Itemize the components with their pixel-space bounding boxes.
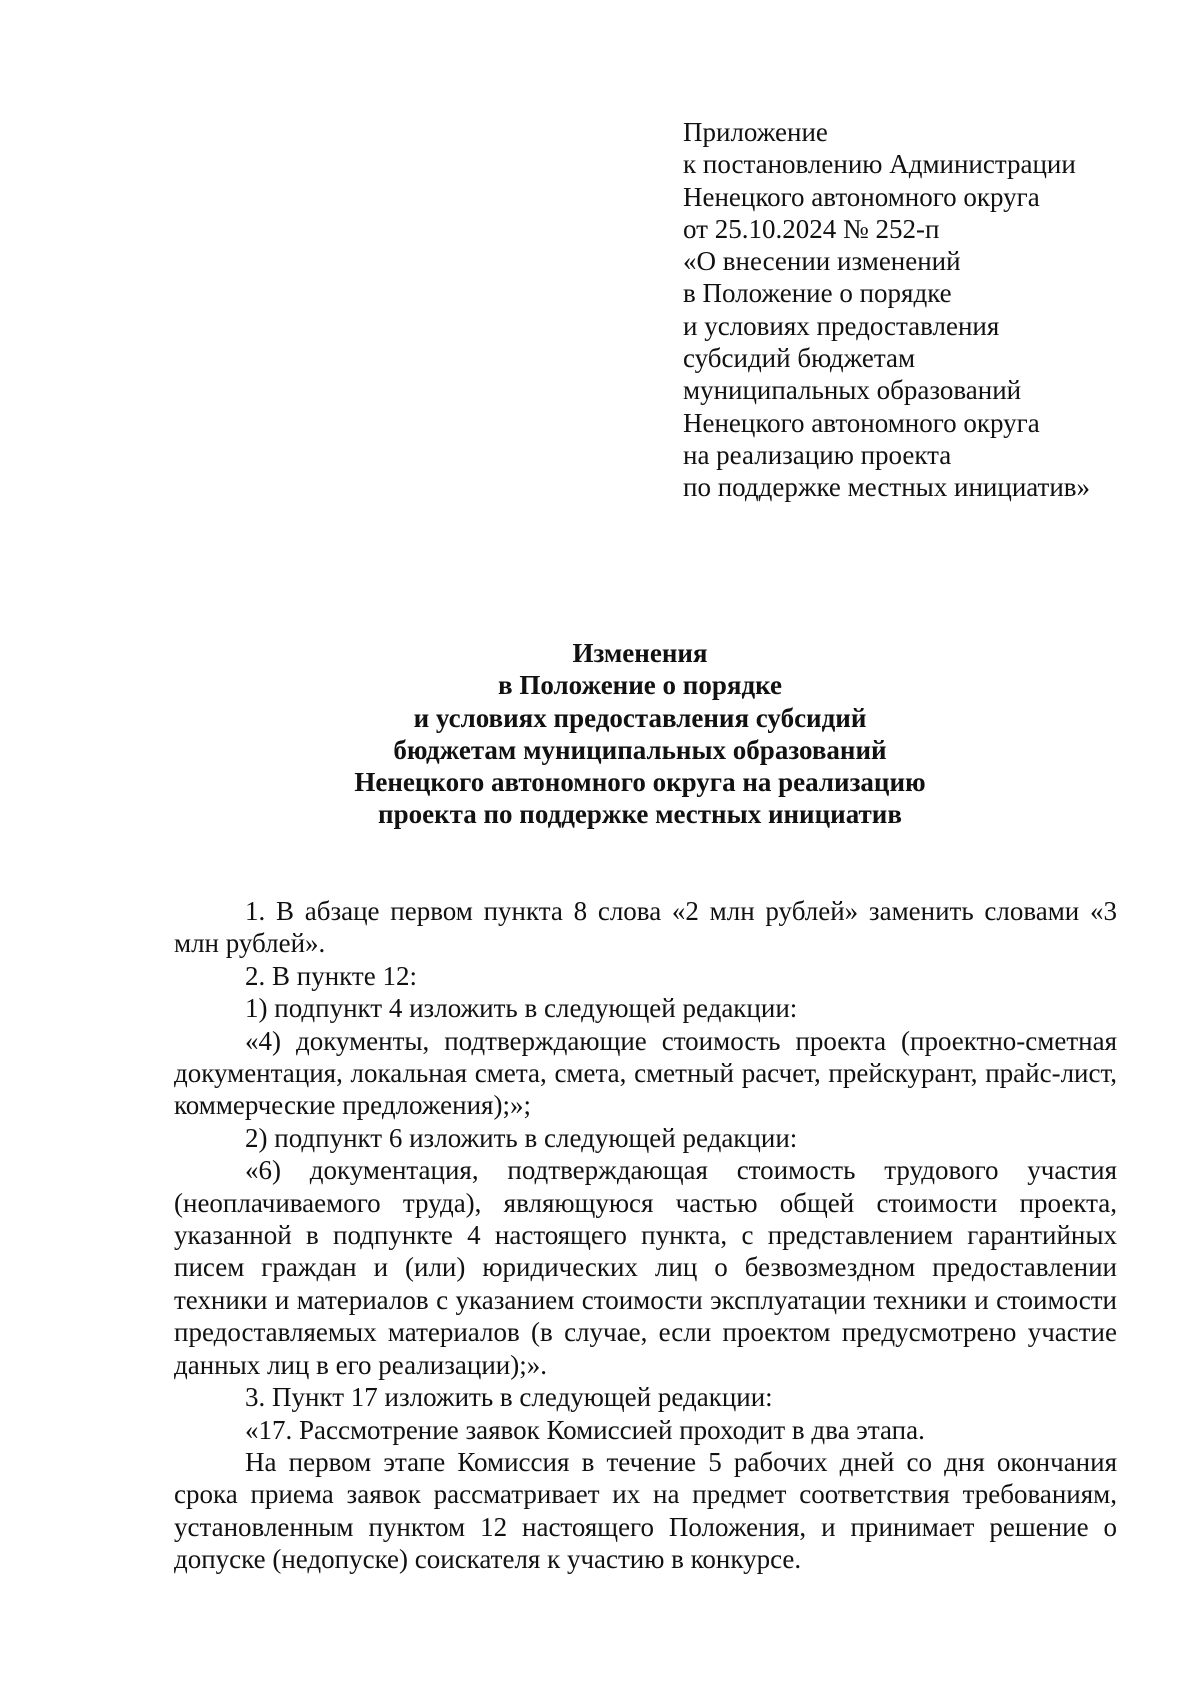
title-line: Ненецкого автономного округа на реализацию [354, 767, 926, 798]
body-paragraph: 1) подпункт 4 изложить в следующей редакции: [245, 993, 798, 1024]
appendix-line: на реализацию проекта [683, 439, 952, 470]
appendix-line: «О внесении изменений [683, 246, 961, 277]
title-line: проекта по поддержке местных инициатив [378, 799, 902, 830]
appendix-line: Приложение [683, 117, 828, 147]
document-body [174, 895, 1117, 1576]
body-paragraph: 1. В абзаце первом пункта 8 слова «2 млн рублей» заменить словами «3 млн рублей». [174, 896, 1117, 959]
appendix-line: от 25.10.2024 № 252-п [683, 213, 940, 244]
appendix-line: и условиях предоставления [683, 310, 1000, 341]
title-line: бюджетам муниципальных образований [393, 734, 887, 765]
body-paragraph: 2) подпункт 6 изложить в следующей редакции: [245, 1122, 798, 1153]
body-paragraph: «6) документация, подтверждающая стоимость трудового участия (неоплачиваемого труда), являющуюся частью общей стоимости проекта, указанной в подпункте 4 настоящего пункта, с представлением гарантийных писем граждан и (или) юридических лиц о безвозмездном предоставлении техники и материалов с указанием стоимости эксплуатации техники и стоимости предоставляемых материалов (в случае, если проектом предусмотрено участие данных лиц в его реализации);». [174, 1155, 1117, 1380]
appendix-line: муниципальных образований [683, 375, 1022, 406]
body-paragraph: «17. Рассмотрение заявок Комиссией проходит в два этапа. [245, 1414, 925, 1445]
appendix-line: Ненецкого автономного округа [683, 181, 1040, 212]
appendix-line: в Положение о порядке [683, 278, 952, 309]
title-line: в Положение о порядке [498, 670, 782, 701]
body-paragraph: На первом этапе Комиссия в течение 5 рабочих дней со дня окончания срока приема заявок рассматривает их на предмет соответствия требованиям, установленным пунктом 12 настоящего Положения, и принимает решение о допуске (недопуске) соискателя к участию в конкурсе. [174, 1446, 1117, 1575]
appendix-line: субсидий бюджетам [683, 343, 916, 374]
body-paragraph: 2. В пункте 12: [245, 960, 417, 991]
document-title [160, 637, 1120, 831]
body-paragraph: «4) документы, подтверждающие стоимость проекта (проектно-сметная документация, локальная смета, смета, сметный расчет, прейскурант, прайс-лист, коммерческие предложения);»; [174, 1025, 1117, 1121]
appendix-header [683, 116, 1123, 504]
title-line: и условиях предоставления субсидий [413, 702, 867, 733]
appendix-line: к постановлению Администрации [683, 149, 1076, 180]
appendix-line: Ненецкого автономного округа [683, 407, 1040, 438]
title-line: Изменения [572, 638, 708, 668]
appendix-line: по поддержке местных инициатив» [683, 472, 1091, 503]
body-paragraph: 3. Пункт 17 изложить в следующей редакции: [245, 1382, 773, 1413]
